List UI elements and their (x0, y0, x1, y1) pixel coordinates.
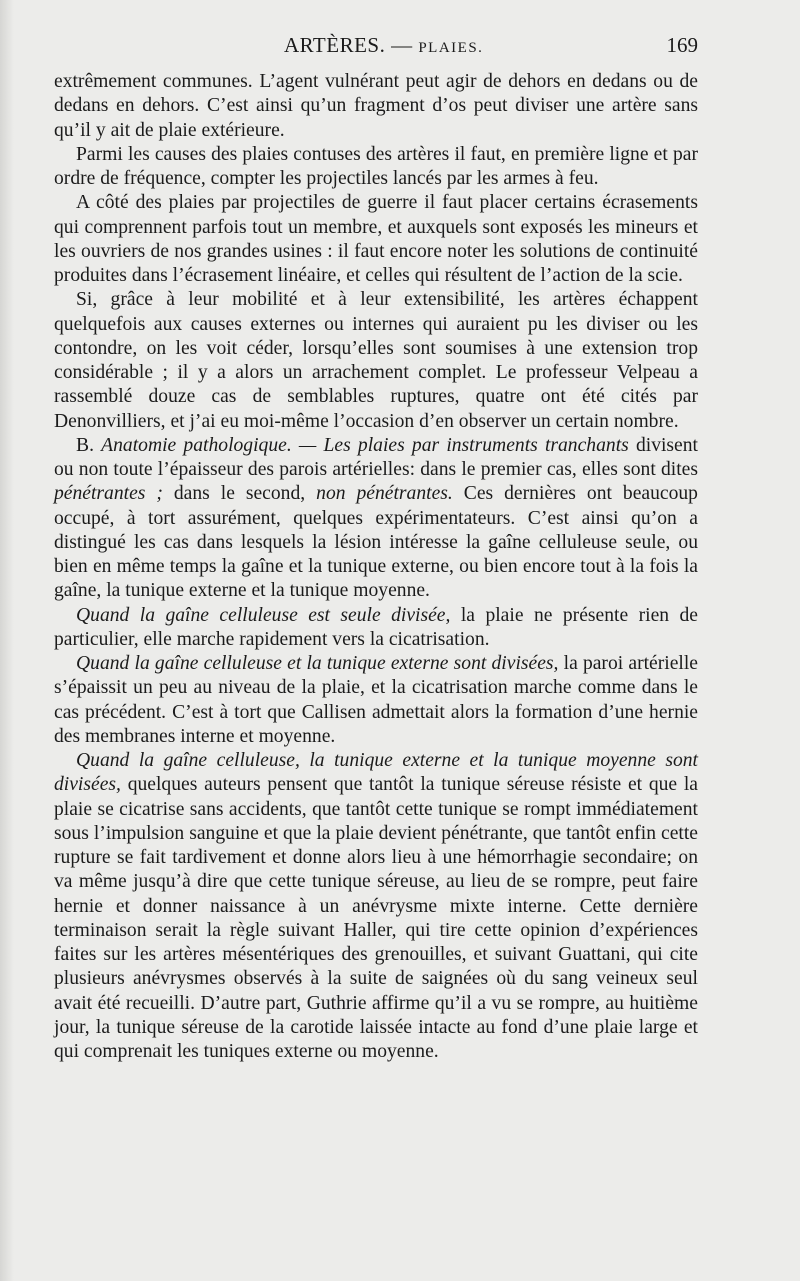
body-text (54, 70, 698, 1064)
paragraph-4: Si, grâce à leur mobilité et à leur extensibilité, les artères échappent quelquefois aux causes externes ou internes qui auraient pu les diviser ou les contondre, on les voit céder, lorsqu’elles sont soumises à une extension trop considérable ; il y a alors un arrachement complet. Le professeur Velpeau a rassemblé douze cas de semblables ruptures, quatre ont été cités par Denonvilliers, et j’ai eu moi-même l’occasion d’en observer un certain nombre. (54, 289, 698, 432)
paragraph-6-text: la plaie ne présente rien de particulier, elle marche rapidement vers la cicatrisation. (54, 604, 698, 650)
paragraph-5-text-2: dans le second, (173, 483, 306, 505)
paragraph-1: extrêmement communes. L’agent vulnérant peut agir de dehors en dedans ou de dedans en dehors. C’est ainsi qu’un fragment d’os peut diviser une artère sans qu’il y ait de plaie extérieure. (54, 71, 698, 141)
running-title-sub: PLAIES. (418, 40, 484, 56)
paragraph-8-text: quelques auteurs pensent que tantôt la tunique séreuse résiste et que la plaie se cicatrise sans accidents, que tantôt cette tunique se rompt immédiatement sous l’impulsion sanguine et que la plaie devient pénétrante, que tantôt enfin cette rupture se fait tardivement et donne alors lieu à une hémorrhagie secondaire; on va même jusqu’à dire que cette tunique séreuse, au lieu de se rompre, peut faire hernie et donner naissance à un anévrysme mixte interne. Cette dernière terminaison serait la règle suivant Haller, qui tire cette opinion d’expériences faites sur les artères mésentériques des grenouilles, et suivant Guattani, qui cite plusieurs anévrysmes observés à la suite de saignées où du sang veineux seul avait été recueilli. D’autre part, Guthrie affirme qu’il a vu se rompre, au huitième jour, la tunique séreuse de la carotide laissée intacte au fond d’une plaie large et qui comprenait les tuniques externe ou moyenne. (54, 774, 698, 1062)
page-number: 169 (666, 33, 698, 57)
page-gutter-shadow (0, 0, 14, 1281)
paragraph-5-text-1: divisent ou non toute l’épaisseur des parois artérielles: dans le premier cas, elles sont dites (54, 434, 698, 480)
paragraph-7-lead: Quand la gaîne celluleuse et la tunique externe sont divisées, (76, 653, 559, 674)
term-non-penetrantes: non pénétrantes. (316, 483, 453, 505)
paragraph-8 (54, 749, 698, 1064)
running-title-main: ARTÈRES. — (284, 33, 413, 57)
paragraph-5-text-3: Ces dernières ont beaucoup occupé, à tort assurément, quelques expérimentateurs. C’est ainsi qu’on a distingué les cas dans lesquels la lésion intéresse la gaîne celluleuse seule, ou bien en même temps la gaîne et la tunique externe, ou bien encore tout à la fois la gaîne, la tunique externe et la tunique moyenne. (54, 483, 698, 602)
running-header (54, 30, 698, 60)
section-heading: Anatomie pathologique. — Les plaies par instruments tranchants (101, 434, 629, 456)
paragraph-8-lead: Quand la gaîne celluleuse, la tunique externe et la tunique moyenne sont divisées, (54, 750, 698, 796)
paragraph-6-lead: Quand la gaîne celluleuse est seule divisée, (76, 604, 451, 626)
paragraph-7 (54, 652, 698, 749)
section-letter: B. (76, 434, 94, 456)
running-title (284, 30, 483, 63)
paragraph-5 (54, 434, 698, 604)
paragraph-7-text: la paroi artérielle s’épaissit un peu au niveau de la plaie, et la cicatrisation marche comme dans le cas précédent. C’est à tort que Callisen admettait alors la formation d’une hernie des membranes interne et moyenne. (54, 653, 698, 747)
paragraph-6 (54, 604, 698, 653)
term-penetrantes: pénétrantes ; (54, 483, 163, 505)
paragraph-2: Parmi les causes des plaies contuses des artères il faut, en première ligne et par ordre de fréquence, compter les projectiles lancés par les armes à feu. (54, 143, 698, 189)
paragraph-3: A côté des plaies par projectiles de guerre il faut placer certains écrasements qui comprennent parfois tout un membre, et auxquels sont exposés les mineurs et les ouvriers de nos grandes usines : il faut encore noter les solutions de continuité produites dans l’écrasement linéaire, et celles qui résultent de l’action de la scie. (54, 192, 698, 286)
